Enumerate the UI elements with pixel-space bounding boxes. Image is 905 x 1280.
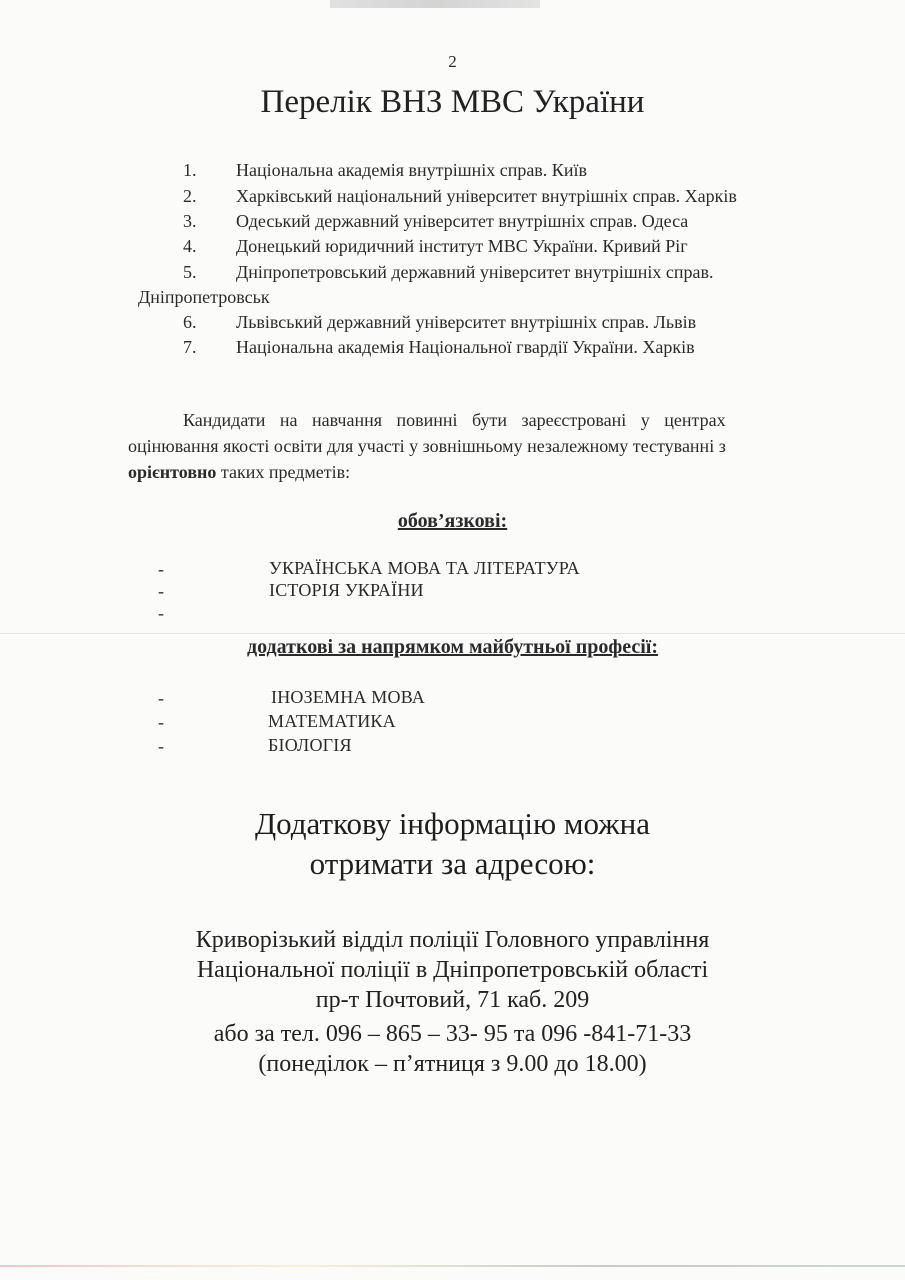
mandatory-heading: обов’язкові: — [397, 510, 508, 532]
page-edge — [0, 1265, 905, 1267]
intro-line: Кандидати на навчання повинні бути зареєстровані у центрах — [183, 410, 726, 430]
bullet-dash: - — [158, 712, 164, 732]
list-number: 2. — [183, 186, 197, 206]
list-item: Донецький юридичний інститут МВС України. Кривий Ріг — [236, 236, 688, 256]
list-number: 3. — [183, 211, 197, 231]
subject-item: ІНОЗЕМНА МОВА — [271, 687, 425, 707]
list-item: Одеський державний університет внутрішніх справ. Одеса — [236, 211, 689, 231]
page-number: 2 — [448, 52, 457, 71]
list-item: Національна академія Національної гвардії України. Харків — [236, 337, 695, 357]
bullet-dash: - — [158, 603, 164, 623]
bullet-dash: - — [158, 688, 164, 708]
subject-item: ІСТОРІЯ УКРАЇНИ — [269, 580, 424, 600]
list-number: 1. — [183, 160, 197, 180]
info-line: Додаткову інформацію можна — [254, 806, 651, 841]
intro-line — [128, 462, 350, 483]
address-line: Національної поліції в Дніпропетровській області — [196, 957, 709, 983]
list-item: Львівський державний університет внутрішніх справ. Львів — [236, 312, 697, 332]
address-line: пр-т Почтовий, 71 каб. 209 — [315, 987, 590, 1013]
fold-line — [0, 633, 905, 634]
additional-heading: додаткові за напрямком майбутньої професії: — [247, 636, 658, 658]
list-number: 4. — [183, 236, 197, 256]
page-title: Перелік ВНЗ МВС України — [260, 84, 645, 120]
address-line: Криворізький відділ поліції Головного управління — [195, 927, 710, 953]
list-number: 6. — [183, 312, 197, 332]
bullet-dash: - — [158, 736, 164, 756]
intro-line-rest: таких предметів: — [216, 462, 351, 482]
list-number: 5. — [183, 262, 197, 282]
bleed-through-mark — [330, 0, 540, 8]
info-line: отримати за адресою: — [309, 846, 596, 881]
emphasis-word: орієнтовно — [128, 462, 217, 482]
phone-line: або за тел. 096 – 865 – 33- 95 та 096 -841-71-33 — [213, 1021, 692, 1047]
bullet-dash: - — [158, 581, 164, 601]
intro-line: оцінювання якості освіти для участі у зовнішньому незалежному тестуванні з — [128, 436, 726, 456]
subject-item: БІОЛОГІЯ — [268, 735, 352, 755]
list-item: Національна академія внутрішніх справ. Київ — [236, 160, 587, 180]
list-number: 7. — [183, 337, 197, 357]
subject-item: МАТЕМАТИКА — [268, 711, 396, 731]
hours-line: (понеділок – п’ятниця з 9.00 до 18.00) — [258, 1051, 647, 1077]
subject-item: УКРАЇНСЬКА МОВА ТА ЛІТЕРАТУРА — [269, 558, 580, 578]
list-item-continuation: Дніпропетровськ — [138, 287, 270, 307]
list-item: Харківський національний університет внутрішніх справ. Харків — [236, 186, 737, 206]
list-item: Дніпропетровський державний університет внутрішніх справ. — [236, 262, 714, 282]
bullet-dash: - — [158, 559, 164, 579]
